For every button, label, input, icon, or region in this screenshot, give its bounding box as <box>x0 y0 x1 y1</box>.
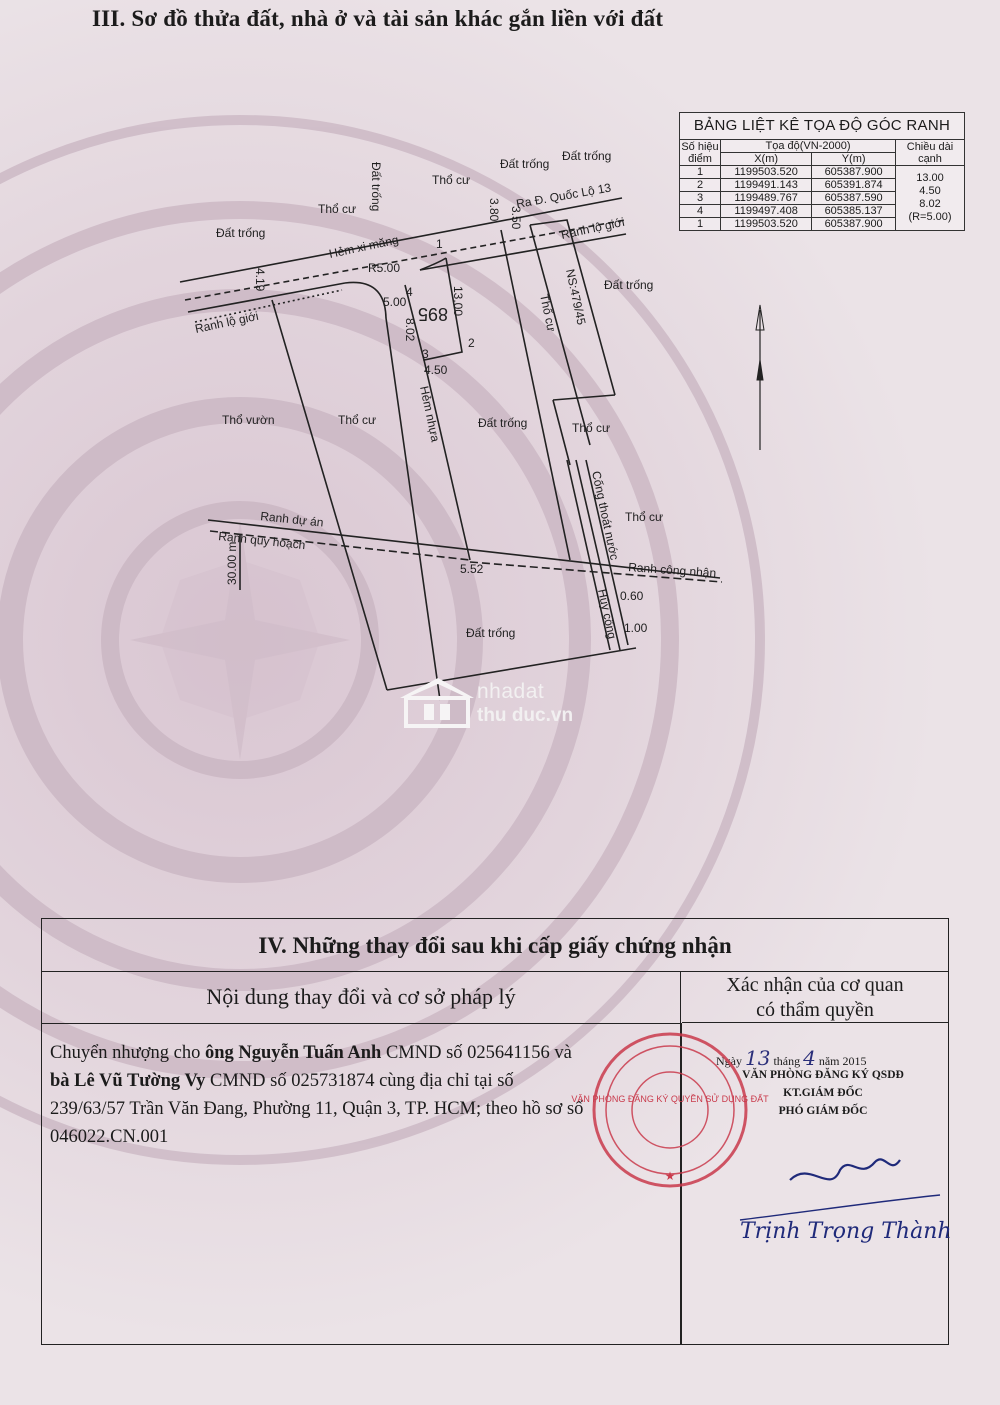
label-tho-cu-1: Thổ cư <box>318 202 357 216</box>
label-cong-thoat-nuoc: Cống thoát nước <box>589 469 622 562</box>
signature <box>700 1140 950 1260</box>
row-5-point: 1 <box>680 218 721 231</box>
point-2: 2 <box>468 336 475 350</box>
point-3: 3 <box>422 347 429 361</box>
column-content-header: Nội dung thay đổi và cơ sở pháp lý <box>42 971 681 1024</box>
label-tho-cu-3: Thổ cư <box>572 421 611 435</box>
row-5-x: 1199503.520 <box>721 218 812 231</box>
dim-5-00: 5.00 <box>383 295 407 309</box>
changes-table <box>41 918 949 1345</box>
row-2-x: 1199491.143 <box>721 179 812 192</box>
label-dat-trong-3: Đất trống <box>562 149 612 163</box>
dim-3-80: 3.80 <box>487 198 501 222</box>
label-ranh-lo-gioi-2: Ranh lộ giới <box>559 214 626 242</box>
office-pho: PHÓ GIÁM ĐỐC <box>778 1105 868 1117</box>
label-huy-cong: Hủy cống <box>595 587 620 641</box>
section-3-title: III. Sơ đồ thửa đất, nhà ở và tài sản khác gắn liền với đất <box>92 6 664 31</box>
point-1: 1 <box>436 237 443 251</box>
coord-table-title: BẢNG LIỆT KÊ TỌA ĐỘ GÓC RANH <box>680 113 965 140</box>
row-4-y: 605385.137 <box>812 205 896 218</box>
section-4-title: IV. Những thay đổi sau khi cấp giấy chứng nhận <box>42 919 948 972</box>
date-month: 4 <box>803 1046 816 1070</box>
label-ranh-lo-gioi-1: Ranh lộ giới <box>193 308 260 336</box>
label-dat-trong-6: Đất trống <box>466 626 516 640</box>
label-hem-nhua: Hẻm nhựa <box>417 384 443 444</box>
header-coord: Tọa độ(VN-2000) <box>721 140 896 153</box>
buyer-2: bà Lê Vũ Tường Vy <box>50 1071 206 1091</box>
row-1-x: 1199503.520 <box>721 166 812 179</box>
header-y: Y(m) <box>812 153 896 166</box>
dim-3-50: 3.50 <box>509 206 523 230</box>
row-1-y: 605387.900 <box>812 166 896 179</box>
label-tho-vuon: Thổ vườn <box>222 413 275 427</box>
dim-13: 13.00 <box>451 286 465 317</box>
office-kt: KT.GIÁM ĐỐC <box>783 1087 863 1099</box>
dim-4-50: 4.50 <box>424 363 448 377</box>
dim-0-60: 0.60 <box>620 589 644 603</box>
row-2-y: 605391.874 <box>812 179 896 192</box>
label-dat-trong-5: Đất trống <box>478 416 528 430</box>
label-ns: NS:479/45 <box>563 267 589 327</box>
dim-8-02: 8.02 <box>403 318 417 342</box>
change-content: Chuyển nhượng cho ông Nguyễn Tuấn Anh CMND số 025641156 và bà Lê Vũ Tường Vy CMND số 025731874 cùng địa chỉ tại số 239/63/57 Trần Văn Đang, Phường 11, Quận 3, TP. HCM; theo hồ sơ số 046022.CN.001 <box>50 1043 584 1147</box>
buyer-1: ông Nguyễn Tuấn Anh <box>204 1043 382 1063</box>
length-1: 13.00 <box>916 172 944 184</box>
confirm-header-line-1: Xác nhận của cơ quan <box>726 974 904 996</box>
header-length: Chiều dài cạnh <box>896 140 965 166</box>
point-4: 4 <box>406 285 413 299</box>
coordinate-table <box>679 112 965 231</box>
dim-1-00: 1.00 <box>624 621 648 635</box>
length-2: 4.50 <box>919 185 941 197</box>
row-3-point: 3 <box>680 192 721 205</box>
label-tho-cu-4: Thổ cư <box>338 413 377 427</box>
confirm-header-line-2: có thẩm quyền <box>756 999 874 1021</box>
length-3: 8.02 <box>919 198 941 210</box>
row-4-x: 1199497.408 <box>721 205 812 218</box>
row-4-point: 4 <box>680 205 721 218</box>
svg-text:★: ★ <box>664 1169 676 1183</box>
watermark-line-1: nhadat <box>477 680 545 703</box>
header-point: Số hiệu điểm <box>681 140 719 165</box>
row-5-y: 605387.900 <box>812 218 896 231</box>
dim-4-19: 4.19 <box>253 268 267 292</box>
label-dat-trong-2: Đất trống <box>500 157 550 171</box>
label-tho-cu-2: Thổ cư <box>432 173 471 187</box>
dim-r5: R5.00 <box>368 261 401 275</box>
confirm-date: Ngày 13 tháng 4 năm 2015 <box>716 1046 867 1070</box>
label-hem-xi-mang: Hẻm xi măng <box>327 232 400 261</box>
label-dat-trong-1: Đất trống <box>216 226 266 240</box>
label-tho-cu-5: Thổ cư <box>625 510 664 524</box>
row-2-point: 2 <box>680 179 721 192</box>
label-dat-trong-7: Đất trống <box>369 162 383 212</box>
office-name: VĂN PHÒNG ĐĂNG KÝ QSDĐ <box>742 1069 904 1081</box>
label-dat-trong-4: Đất trống <box>604 278 654 292</box>
length-radius: (R=5.00) <box>908 211 952 223</box>
label-ranh-quy-hoach: Ranh quy hoạch <box>217 529 307 553</box>
signer-name: Trịnh Trọng Thành <box>740 1219 952 1244</box>
label-ranh-cong-nhan: Ranh công nhận <box>627 560 717 581</box>
plot-number: 895 <box>417 304 448 324</box>
watermark-house-icon <box>398 676 476 728</box>
row-3-x: 1199489.767 <box>721 192 812 205</box>
row-3-y: 605387.590 <box>812 192 896 205</box>
watermark-line-2: thu duc.vn <box>477 705 574 726</box>
row-1-point: 1 <box>680 166 721 179</box>
label-ranh-du-an: Ranh dự án <box>259 509 325 530</box>
date-day: 13 <box>745 1046 771 1070</box>
column-confirm-header <box>682 971 948 1023</box>
label-tho-cu-6: Thổ cư <box>537 292 559 333</box>
label-ra-quoc-lo: Ra Đ. Quốc Lộ 13 <box>515 180 613 211</box>
dim-5-52: 5.52 <box>460 562 484 576</box>
header-x: X(m) <box>721 153 812 166</box>
svg-text:VĂN PHÒNG ĐĂNG KÝ QUYỀN SỬ DỤN: VĂN PHÒNG ĐĂNG KÝ QUYỀN SỬ DỤNG ĐẤT <box>571 1094 769 1104</box>
dim-30-m: 30.00 m <box>225 541 239 585</box>
